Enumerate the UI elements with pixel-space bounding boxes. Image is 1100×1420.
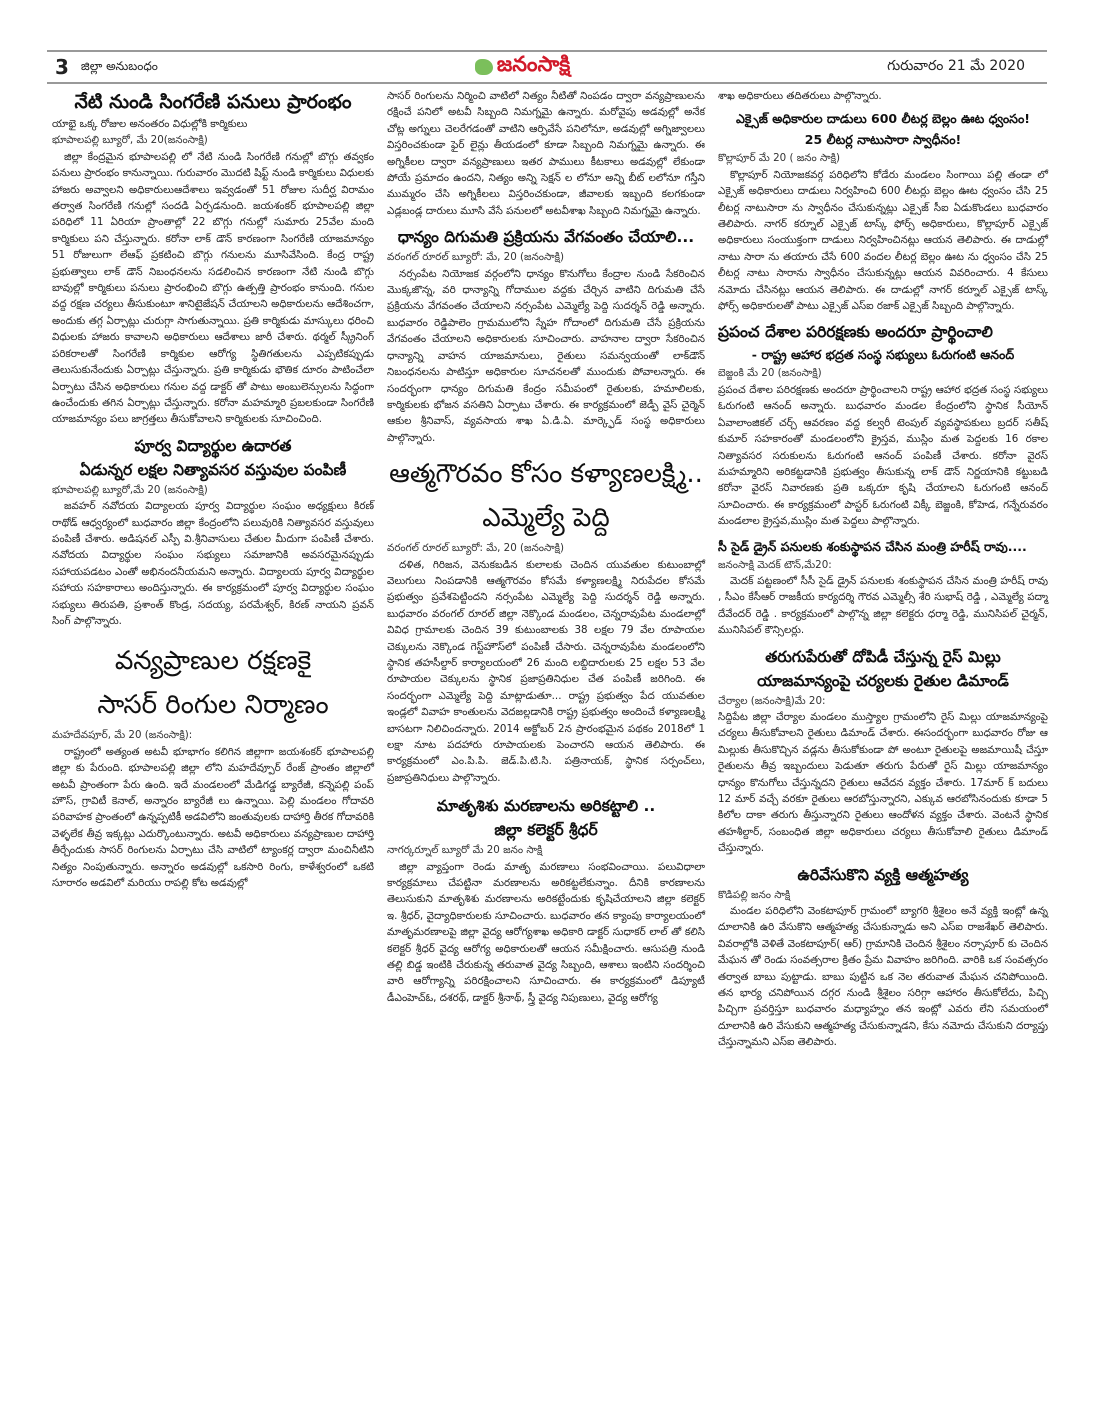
headline-line-2: 25 లీటర్ల నాటుసారా స్వాధీనం! <box>804 132 962 148</box>
column-1 <box>52 88 374 891</box>
column-3 <box>718 88 1048 1051</box>
headline: ఆత్మగౌరవం కోసం కళ్యాణలక్ష్మి.. <box>389 459 703 490</box>
page-label <box>47 55 158 79</box>
headline-line-2: జిల్లా కలెక్టర్ శ్రీధర్ <box>494 821 598 840</box>
dateline: వరంగల్ రూరల్ బ్యూరో: మే, 20 (జనంసాక్షి) <box>387 542 565 555</box>
article-body: సిద్దిపేట జిల్లా చేర్యాల మండలం ముస్త్యాల గ్రామంలోని రైస్ మిల్లు యాజమాన్యంపై చర్యలు తీసుకోవాలని రైతులు డిమాండ్ చేశారు. ఈసందర్భంగా బుధవారం రోజు ఆ మిల్లుకు తీసుకొచ్చిన వడ్లను తీసుకోకుండా పో అంటూ రైతులపై అజమాయిషీ చేస్తూ రైతులను తీవ్ర ఇబ్బందులు పెడుతూ తరుగు పేరుతో రైస్ మిల్లు యాజమాన్యం ధాన్యం కొనుగోలు చేస్తున్నదని రైతులు ఆవేదన వ్యక్తం చేశారు. 17మార్ క్ బదులు 12 మార్ వచ్చే వరకూ రైతులు ఆరబోస్తున్నారని, ఎక్కువ ఆరబోసినందుకు కూడా 5 కిలోల దాకా తరుగు తీస్తున్నారని రైతులు ఆందోళన వ్యక్తం చేశారు. వెంటనే స్థానిక తహశీల్దార్, సంబంధిత జిల్లా అధికారులు చర్యలు తీసుకోవాలి రైతులు డిమాండ్ చేస్తున్నారు. <box>718 710 1048 855</box>
headline: సీ సైడ్ డ్రైన్ పనులకు శంకుస్థాపన చేసిన మంత్రి హరీష్ రావు.... <box>718 538 1027 554</box>
headline: ఉరివేసుకొని వ్యక్తి ఆత్మహత్య <box>797 865 969 884</box>
dateline: మహదేవపూర్, మే 20 (జనంసాక్షి): <box>52 729 193 742</box>
article-continuation: శాఖ అధికారులు తదితరులు పాల్గొన్నారు. <box>718 90 882 102</box>
headline: మాతృశిశు మరణాలను అరికట్టాలి .. <box>436 797 656 816</box>
headline-line-2: సాసర్ రింగుల నిర్మాణం <box>97 690 329 721</box>
telangana-map-icon <box>475 59 493 75</box>
dateline: కొడిపల్లి జనం సాక్షి <box>718 888 791 901</box>
section-name: జిల్లా అనుబంధం <box>80 58 158 73</box>
dateline: చేర్యాల (జనంసాక్షి)మే 20: <box>718 694 826 707</box>
dateline: నాగర్కర్నూల్ బ్యూరో మే 20 జనం సాక్షి <box>387 844 543 857</box>
article-body: జిల్లా కేంద్రమైన భూపాలపల్లి లో నేటి నుండి సింగరేణి గనుల్లో బొగ్గు తవ్వకం పనులు ప్రారంభం కానున్నాయి. గురువారం మొదటి షిఫ్ట్ నుండి కార్మికులు విధులకు హాజరు అవ్వాలని అధికారులుఆదేశాలు ఇవ్వడంతో 51 రోజుల సుదీర్ఘ విరామం తర్వాత సింగరేణి గనుల్లో సందడి ఏర్పడనుంది. జయశంకర్ భూపాలపల్లి జిల్లా పరిధిలో 11 ఏరియా ప్రాంతాల్లో 22 బొగ్గు గనుల్లో సుమారు 25వేల మంది కార్మికులు పని చేస్తున్నారు. కరోనా లాక్ డౌన్ కారణంగా సింగరేణి యాజమాన్యం 51 రోజులుగా లేఆఫ్ ప్రకటించి బొగ్గు గనులను మూసివేసింది. కేంద్ర రాష్ట్ర ప్రభుత్వాలు లాక్ డౌన్ నిబంధనలను సడలించిన కారణంగా నేటి నుండి బొగ్గు బావుల్లో కార్మికులు పనులు ప్రారంభించి బొగ్గు ఉత్పత్తి ప్రారంభం కానుంది. గనుల వద్ద రక్షణ చర్యలు తీసుకుంటూ శానిటైజేషన్ చేయాలని అధికారులను ఆదేశించగా, అందుకు తగ్గ ఏర్పాట్లు చురుగ్గా సాగుతున్నాయి. ప్రతి కార్మికుడు మాస్కులు ధరించి విధులకు హాజరు కావాలని అధికారులు ఆదేశాలు జారీ చేశారు. థర్మల్ స్క్రీనింగ్ పరికరాలతో సింగరేణి కార్మికుల ఆరోగ్య స్థితిగతులను ఎప్పటికప్పుడు తెలుసుకునేందుకు ఏర్పాట్లు చేస్తున్నారు. ప్రతి కార్మికుడు భౌతిక దూరం పాటించేలా ఏర్పాటు చేసిన అధికారులు గనుల వద్ద డాక్టర్ తో పాటు అంబులెన్సులను సిద్ధంగా ఉంచేందుకు తగిన ఏర్పాట్లు చేస్తున్నారు. కరోనా మహమ్మారి ప్రబలకుండా సింగరేణి యాజమాన్యం పలు జాగ్రత్తలు తీసుకోవాలని కార్మికులకు సూచించింది. <box>52 150 374 426</box>
article-continuation: సాసర్ రింగులను నిర్మించి వాటిలో నిత్యం నీటితో నింపడం ద్వారా వన్యప్రాణులను రక్షించే పనిలో అటవీ సిబ్బంది నిమగ్నమై ఉన్నారు. మరోవైపు అడవుల్లో అనేక చోట్ల అగ్నులు చెలరేగడంతో వాటిని ఆర్పివేసే పనిలోనూ, అడవుల్లో అగ్నిజ్వాలలు విస్తరించకుండా ఫైర్ లైన్లు తీయడంలో కూడా సిబ్బంది నిమగ్నమై ఉన్నారు. ఈ అగ్నికీలల ద్వారా వన్యప్రాణులు ఇతర పాములు కీటకాలు అడవుల్లో లేకుండా పోయే ప్రమాదం ఉందని, నిత్యం అన్ని సెక్షన్ ల లోనూ అన్ని బీట్ లలోనూ గస్తీని ముమ్మరం చేసి అగ్నికీలలు విస్తరించకుండా, జీవాలకు ఇబ్బంది కలగకుండా ఎడ్లబండ్ల దారులు మూసి వేసే పనులలో అటవీశాఖ సిబ్బంది నిమగ్నమై ఉన్నారు. <box>387 90 705 217</box>
article-side-drain <box>718 536 1048 639</box>
article-body: ప్రపంచ దేశాల పరిరక్షణకు అందరూ ప్రార్థించాలని రాష్ట్ర ఆహార భద్రత సంస్థ సభ్యులు ఓరుగంటి ఆనంద్ అన్నారు. బుధవారం మండల కేంద్రంలోని స్థానిక సీయోన్ ఏవాలాంజికల్ చర్చ్ ఆవరణం వద్ద కల్వరీ టెంపుల్ వ్యవస్థాపకులు బ్రదర్ సతీష్ కుమార్ సహకారంతో మండలంలోని క్రైస్తవ, ముస్లిం మత పెద్దలకు 16 రకాల నిత్యావసర సరుకులను ఓరుగంటి ఆనంద్ పంపిణీ చేశారు. కరోనా వైరస్ మహమ్మారిని అరికట్టడానికి ప్రభుత్వం తీసుకున్న లాక్ డౌన్ నిర్ణయానికి కట్టుబడి కరోనా వైరస్ నివారణకు ప్రతి ఒక్కరూ కృషి చేయాలని ఓరుగంటి ఆనంద్ సూచించారు. ఈ కార్యక్రమంలో పాస్టర్ ఓరుగంటి విక్కీ బెజ్జంకి, కోహెడ, గన్నేరువరం మండలాల క్రైస్తవ,ముస్లిం మత పెద్దలు పాల్గొన్నారు. <box>718 383 1048 528</box>
article-maternal-deaths <box>387 794 705 1006</box>
article-prayer <box>718 320 1048 529</box>
article-singareni <box>52 88 374 428</box>
column-2 <box>387 88 705 1006</box>
headline: పూర్వ విద్యార్థుల ఉదారత <box>134 436 292 455</box>
headline-line-2: ఏడున్నర లక్షల నిత్యావసర వస్తువుల పంపిణీ <box>79 460 347 479</box>
paper-name: జనంసాక్షి <box>496 52 571 76</box>
headline-line-2: - రాష్ట్ర ఆహార భద్రత సంస్థ సభ్యులు ఓరుగంటి ఆనంద్ <box>751 347 1015 363</box>
article-suicide <box>718 863 1048 1051</box>
headline: ప్రపంచ దేశాల పరిరక్షణకు అందరూ ప్రార్థించాలి <box>718 323 993 342</box>
headline: తరుగుపేరుతో దోపిడీ చేస్తున్న రైస్ మిల్లు <box>765 647 1001 666</box>
article-body: నర్సంపేట నియోజక వర్గంలోని ధాన్యం కొనుగోలు కేంద్రాల నుండి సేకరించిన మొక్కజొన్న, వరి ధాన్యాన్ని గోదాముల వద్దకు చేర్చిన వాటిని దిగుమతి చేసే ప్రక్రియను వేగవంతం చేయాలని నర్సంపేట ఎమ్మెల్యే పెద్ది సుదర్శన్ రెడ్డి అన్నారు. బుధవారం రెడ్డిపాలెం గ్రామములోని స్నేహ గోదాంలో దిగుమతి చేసే ప్రక్రియను వేగవంతం చేయాలని అధికారులకు సూచించారు. వాహనాల ద్వారా సేకరించిన ధాన్యాన్ని వాహన యాజమానులు, రైతులు సమన్వయంతో లాక్‌డౌన్ నిబంధనలను పాటిస్తూ అధికారుల సూచనలతో ముందుకు పోవాలన్నారు. ఈ సందర్భంగా ధాన్యం దిగుమతి కేంద్రం సమీపంలో రైతులకు, హమాలిలకు, కార్మికులకు భోజన వసతిని ఏర్పాటు చేశారు. ఈ కార్యక్రమంలో జెడ్పీ వైస్ చైర్మెన్ ఆకుల శ్రీనివాస్, వ్యవసాయ శాఖ ఏ.డి.ఏ. మార్క్ఫెడ్ సంస్థ అధికారులు పాల్గొన్నారు. <box>387 267 705 444</box>
article-body: రాష్ట్రంలో అత్యంత అటవీ భూభాగం కలిగిన జిల్లాగా జయశంకర్ భూపాలపల్లి జిల్లా కు పేరుంది. భూపాలపల్లి జిల్లా లోని మహదేవ్పూర్ రేంజ్ ప్రాంతం జిల్లాలో అటవీ ప్రాంతంగా పేరు ఉంది. ఇదే మండలంలో మేడిగడ్డ బ్యారేజీ, కన్నెపల్లి పంప్ హౌస్, గ్రావిటీ కెనాల్, అన్నారం బ్యారేజీ లు ఉన్నాయి. పెల్లి మండలం గోదావరి పరివాహక ప్రాంతంలో ఉన్నప్పటికీ అడవిలోని జంతువులకు దాహార్తి తీరక గోదావరికి వెళ్ళలేక తీవ్ర ఇక్కట్లు ఎదుర్కొంటున్నారు. అటవీ అధికారులు వన్యప్రాణుల దాహార్తి తీర్చేందుకు సాసర్ రింగులను ఏర్పాటు చేసి వాటిలో ట్యాంకర్ల ద్వారా మంచినీటిని నిత్యం నింపుతున్నారు. అన్నారం అడవుల్లో ఒకసారి రింగు, కాళేశ్వరంలో ఒకటి సూరారం అడవిలో మరియు రాపల్లి కోట అడవుల్లో <box>52 745 374 890</box>
dateline: భూపాలపల్లి బ్యూరో, మే 20(జనంసాక్షి) <box>52 134 208 147</box>
article-body: జిల్లా వ్యాప్తంగా రెండు మాతృ మరణాలు సంభవించాయి. పలువిధాలా కార్యక్రమాలు చేపట్టినా మరణాలను అరికట్టలేకున్నాం. దీనికి కారణాలను తెలుసుకుని మాతృశిశు మరణాలను అరికట్టేందుకు కృషిచేయాలని జిల్లా కలెక్టర్ ఇ. శ్రీధర్, వైద్యాధికారులకు సూచించారు. బుధవారం తన క్యాంపు కార్యాలయంలో మాతృమరణాలపై జిల్లా వైద్య ఆరోగ్యశాఖ అధికారి డాక్టర్ సుధాకర్ లాల్ తో కలిసి కలెక్టర్ శ్రీధర్ వైద్య ఆరోగ్య అధికారులతో ఆయన సమీక్షించారు. ఆసుపత్రి నుండి తల్లి బిడ్డ ఇంటికి చేరుకున్న తరువాత వైద్య సిబ్బంది, ఆశాలు ఇంటిని సందర్శించి వారి ఆరోగ్యాన్ని పరిరక్షించాలని సూచించారు. ఈ కార్యక్రమంలో డిప్యూటీ డీఎంహెచ్‌ఓ, దశరథ్, డాక్టర్ శ్రీనాథ్, స్త్రీ వైద్య నిపుణులు, వైద్య ఆరోగ్య <box>387 860 705 1004</box>
article-alumni <box>52 434 374 630</box>
article-body: కొల్లాపూర్ నియోజకవర్గ పరిధిలోని కోడేరు మండలం సింగాయి పల్లి తండా లో ఎక్సైజ్ అధికారులు దాడులు నిర్వహించి 600 లీటర్లు బెల్లం ఊట ధ్వంసం చేసి 25 లీటర్ల నాటుసారా ను స్వాధీనం చేసుకున్నట్లు ఎక్సైజ్ సీఐ ఏడుకొండలు బుధవారం తెలిపారు. నాగర్ కర్నూల్ ఎక్సైజ్ టాస్క్ ఫోర్స్ అధికారులు, కొల్లాపూర్ ఎక్సైజ్ అధికారులు సంయుక్తంగా దాడులు నిర్వహించినట్లు ఆయన తెలిపారు. ఈ దాడుల్లో నాటు సారా ను తయారు చేసే 600 వందల లీటర్ల బెల్లం ఊట ను ధ్వంసం చేసి 25 లీటర్ల నాటు సారాను స్వాధీనం చేసుకున్నట్లు ఆయన వివరించారు. 4 కేసులు నమోదు చేసినట్లు ఆయన తెలిపారు. ఈ దాడుల్లో నాగర్ కర్నూల్ ఎక్సైజ్ టాస్క్ ఫోర్స్ అధికారులతో పాటు ఎక్సైజ్ ఎస్ఐ రజాక్ ఎక్సైజ్ సిబ్బంది పాల్గొన్నారు. <box>718 168 1048 313</box>
page-number: 3 <box>55 55 69 79</box>
article-kalyana-lakshmi <box>387 452 705 786</box>
paper-logo <box>475 52 570 82</box>
article-excise-raid <box>718 108 1048 314</box>
headline: నేటి నుండి సింగరేణి పనులు ప్రారంభం <box>74 91 352 113</box>
subheadline: యాభై ఒక్క రోజుల అనంతరం విధుల్లోకి కార్మికులు <box>52 118 248 130</box>
dateline: జనంసాక్షి మెదక్ టౌన్,మే20: <box>718 558 832 571</box>
article-saucer-rings <box>52 639 374 891</box>
headline: ధాన్యం దిగుమతి ప్రక్రియను వేగవంతం చేయాలి... <box>397 228 695 247</box>
dateline: కొల్లాపూర్ మే 20 ( జనం సాక్షి) <box>718 152 840 165</box>
dateline: బెజ్జంకి మే 20 (జనంసాక్షి) <box>718 367 822 380</box>
article-rice-mill <box>718 645 1048 857</box>
issue-date: గురువారం 21 మే 2020 <box>887 57 1025 74</box>
headline-line-2: ఎమ్మెల్యే పెద్ది <box>482 503 610 534</box>
headline: వన్యప్రాణుల రక్షణకై <box>114 646 312 677</box>
article-body: మెదక్ పట్టణంలో సీసీ సైడ్ డ్రైన్ పనులకు శంకుస్థాపన చేసిన మంత్రి హరీష్ రావు , సీఎం కేసీఆర్ రాజకీయ కార్యదర్శి గౌరవ ఎమ్మెల్సీ శేరి సుభాష్ రెడ్డి , ఎమ్మెల్యే పద్మా దేవేందర్ రెడ్డి . కార్యక్రమంలో పాల్గొన్న జిల్లా కలెక్టరు ధర్మా రెడ్డి, మునిసిపల్ చైర్మన్, మునిసిపల్ కౌన్సిలర్లు. <box>718 574 1048 637</box>
article-grain <box>387 225 705 446</box>
article-body: మండల పరిధిలోని వెంకటాపూర్ గ్రామంలో బ్యాగరి శ్రీశైలం అనే వ్యక్తి ఇంట్లో ఉన్న దూలానికి ఉరి వేసుకొని ఆత్మహత్య చేసుకున్నాడు అని ఎస్ఐ రాజశేఖర్ తెలిపారు. వివరాల్లోకి వెళితే వెంకటాపూర్( ఆర్) గ్రామానికి చెందిన శ్రీశైలం నర్సాపూర్ కు చెందిన మేఘన తో రెండు సంవత్సరాల క్రితం ప్రేమ వివాహం జరిగింది. వారికి ఒక సంవత్సరం తర్వాత బాబు పుట్టాడు. బాబు పుట్టిన ఒక నెల తరువాత మేఘన చనిపోయింది. తన భార్య చనిపోయిన దగ్గర నుండి శ్రీశైలం సరిగ్గా ఆహారం తీసుకోలేదు, పిచ్చి పిచ్చిగా ప్రవర్తిస్తూ బుధవారం మధ్యాహ్నం తన ఇంట్లో ఎవరు లేని సమయంలో దూలానికి ఉరి వేసుకుని ఆత్మహత్య చేసుకున్నాడని, కేసు నమోదు చేసుకుని దర్యాప్తు చేస్తున్నామని ఎస్ఐ తెలిపారు. <box>718 905 1048 1049</box>
article-body: జవహర్ నవోదయ విద్యాలయ పూర్వ విద్యార్థుల సంఘం అధ్యక్షులు కిరణ్ రాథోడ్ ఆధ్వర్యంలో బుధవారం జిల్లా కేంద్రంలోని పలువురికి నిత్యావసర వస్తువులు పంపిణీ చేశారు. అడిషనల్ ఎస్పీ వి.శ్రీనివాసులు చేతుల మీదుగా పంపిణీ చేశారు. నవోదయ విద్యార్థుల సంఘం సభ్యులు సమాజానికి అవసరమైనప్పుడు సహాయపడటం ఎంతో అభినందనీయమని అన్నారు. విద్యాలయ పూర్వ విద్యార్థుల సహాయ సహకారాలు అందిస్తున్నారు. ఈ కార్యక్రమంలో పూర్వ విద్యార్థుల సంఘం సభ్యులు తిరుపతి, ప్రశాంత్ కొండ్ర, సదయ్య, పరమేశ్వర్, కిరణ్ నాయని ప్రవన్ సింగ్ పాల్గొన్నారు. <box>52 500 374 627</box>
dateline: భూపాలపల్లి బ్యూరో,మే 20 (జనంసాక్షి) <box>52 483 208 496</box>
masthead <box>47 50 1047 84</box>
dateline: వరంగల్ రూరల్ బ్యూరో: మే, 20 (జనంసాక్షి) <box>387 251 565 264</box>
article-body: దళిత, గిరిజన, వెనుకబడిన కులాలకు చెందిన యువతుల కుటుంబాల్లో వెలుగులు నింపడానికి ఆత్మగౌరవం కోసమే కళ్యాణలక్ష్మి నిరుపేదల కోసమే ప్రభుత్వం ప్రవేశపెట్టిందని నర్సంపేట ఎమ్మెల్యే పెద్ది సుదర్శన్ రెడ్డి అన్నారు. బుధవారం వరంగల్ రూరల్ జిల్లా నెక్కొండ మండలం, చెన్నరావుపేట మండలాల్లో వివిధ గ్రామాలకు చెందిన 39 కుటుంబాలకు 38 లక్షల 79 వేల రూపాయల చెక్కులను నెక్కొండ గెస్ట్‌హౌస్‌లో పంపిణీ చేసారు. చెన్నరావుపేట మండలంలోని స్థానిక తహసీల్దార్ కార్యాలయంలో 26 మంది లబ్దిదారులకు 25 లక్షల 53 వేల రూపాయల చెక్కులను స్థానిక ప్రజాప్రతినిధుల చేత పంపిణీ జరిగింది. ఈ సందర్భంగా ఎమ్మెల్యే పెద్ది మాట్లాడుతూ... రాష్ట్ర ప్రభుత్వం పేద యువతుల ఇండ్లలో వివాహ కాంతులను వెదజల్లడానికి రాష్ట్ర ప్రభుత్వం అందించే కళ్యాణలక్ష్మి బాసటగా నిలిచిందన్నారు. 2014 అక్టోబర్ 2న ప్రారంభమైన పథకం 2018లో 1 లక్షా నూట పదహారు రూపాయలకు పెంచారని ఆయన తెలిపారు. ఈ కార్యక్రమంలో ఎం.పి.పి. జెడ్.పి.టి.సి. పత్రినాయక్, స్థానిక సర్పంచ్‌లు, ప్రజాప్రతినిధులు పాల్గొన్నారు. <box>387 558 705 784</box>
headline-line-2: యాజమాన్యంపై చర్యలకు రైతుల డిమాండ్ <box>757 671 1009 690</box>
headline: ఎక్సైజ్ అధికారుల దాడులు 600 లీటర్ల బెల్లం ఊట ధ్వంసం! <box>735 111 1031 127</box>
